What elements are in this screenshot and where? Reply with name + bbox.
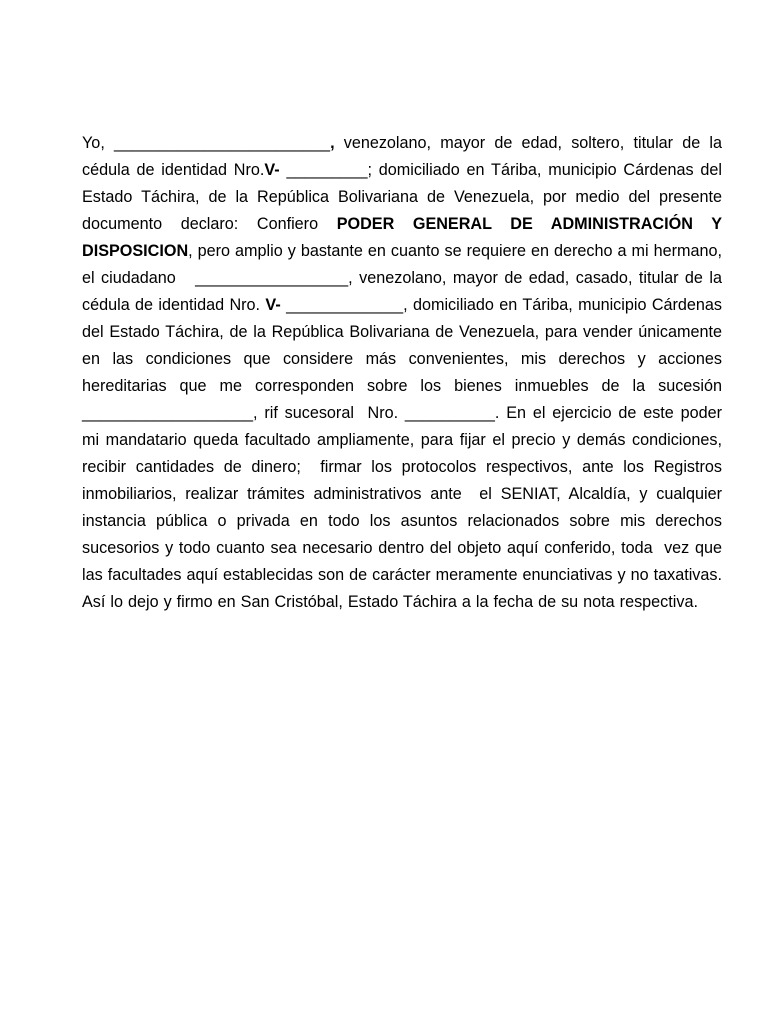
- document-paragraph: [82, 130, 722, 616]
- bold-comma: ,: [330, 134, 335, 152]
- id-prefix-agent: V-: [265, 296, 281, 314]
- text-segment: _____________, domiciliado en Táriba, municipio Cárdenas del Estado Táchira, de la República Bolivariana de Venezuela, para vender únicamente en las condiciones que considere más convenientes, mis derechos y acciones hereditarias que me corresponden sobre los bienes inmuebles de la sucesión ___________________, rif sucesoral Nro. __________. En el ejercicio de este poder mi mandatario queda facultado ampliamente, para fijar el precio y demás condiciones, recibir cantidades de dinero; firmar los protocolos respectivos, ante los Registros inmobiliarios, realizar trámites administrativos ante el SENIAT, Alcaldía, y cualquier instancia pública o privada en todo los asuntos relacionados sobre mis derechos sucesorios y todo cuanto sea necesario dentro del objeto aquí conferido, toda vez que las facultades aquí establecidas son de carácter meramente enunciativas y no taxativas. Así lo dejo y firmo en San Cristóbal, Estado Táchira a la fecha de su nota respectiva.: [82, 296, 723, 611]
- text-segment: Yo, ________________________: [82, 134, 331, 152]
- id-prefix-principal: V-: [264, 161, 280, 179]
- text-segment: , pero amplio y bastante en cuanto se requiere en derecho a mi hermano, el ciudadano _________________, venezolano, mayor de edad, casado, titular de la cédula de identidad Nro.: [82, 242, 722, 314]
- text-segment: _________; domiciliado en Táriba, municipio Cárdenas del Estado Táchira, de la República Bolivariana de Venezuela, por medio del presente documento declaro: Confiero: [82, 161, 722, 233]
- text-segment: venezolano, mayor de edad, soltero, titular de la cédula de identidad Nro.: [82, 134, 723, 179]
- power-type-heading: PODER GENERAL DE ADMINISTRACIÓN Y DISPOSICION: [82, 215, 722, 260]
